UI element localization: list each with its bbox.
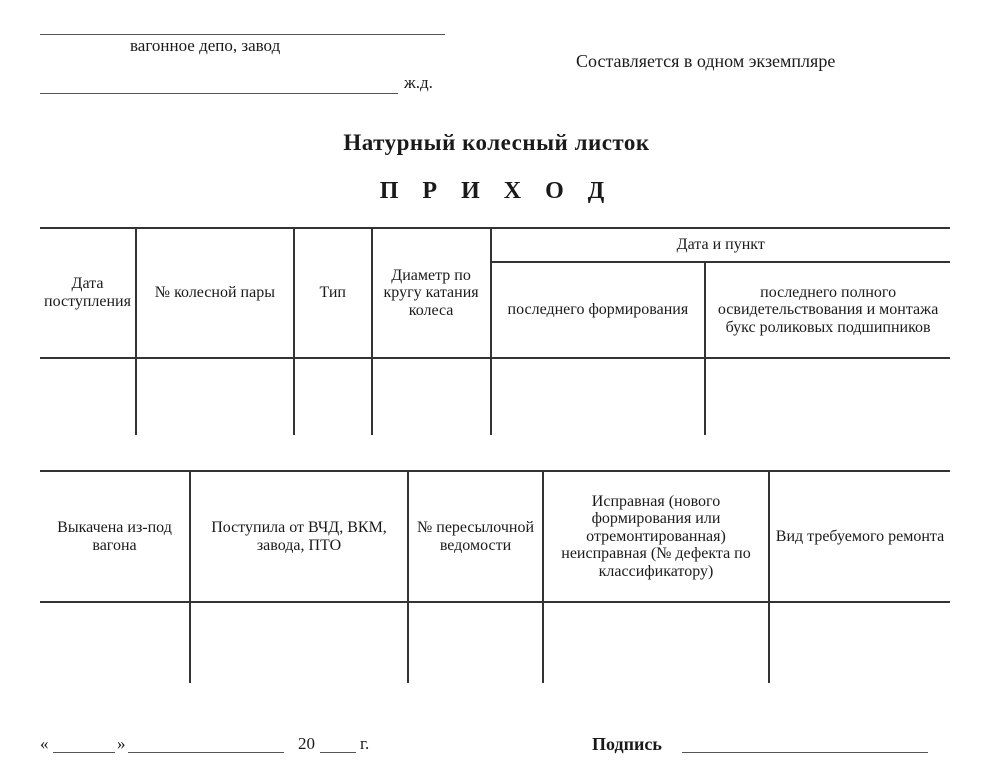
table1-cell[interactable] xyxy=(136,357,294,435)
table1 xyxy=(40,229,950,435)
document-subtitle: П Р И Х О Д xyxy=(379,178,614,204)
table2-cell[interactable] xyxy=(190,601,408,683)
depot-label: вагонное депо, завод xyxy=(130,36,281,55)
day-underline[interactable] xyxy=(53,752,115,753)
railway-label: ж.д. xyxy=(404,73,433,92)
col-wheelset-number: № колесной пары xyxy=(136,229,294,357)
table2-entry-row xyxy=(40,601,950,683)
col-shipping-sheet: № пересылочной ведомости xyxy=(408,472,543,601)
col-condition: Исправная (нового формирования или отремонтированная) неисправная (№ дефекта по классификатору) xyxy=(543,472,769,601)
col-rolled-out: Выкачена из-под вагона xyxy=(40,472,190,601)
col-repair-type: Вид требуемого ремонта xyxy=(769,472,950,601)
col-date-place-group: Дата и пункт xyxy=(491,229,951,262)
table2-cell[interactable] xyxy=(40,601,190,683)
date-close-quote: » xyxy=(117,734,126,753)
col-date-received: Дата поступления xyxy=(40,229,136,357)
year-underline[interactable] xyxy=(320,752,356,753)
table1-cell[interactable] xyxy=(294,357,372,435)
document-title: Натурный колесный листок xyxy=(343,130,650,155)
col-received-from: Поступила от ВЧД, ВКМ, завода, ПТО xyxy=(190,472,408,601)
railway-underline xyxy=(40,93,398,94)
year-suffix: г. xyxy=(360,734,370,753)
month-underline[interactable] xyxy=(128,752,284,753)
table1-cell[interactable] xyxy=(705,357,950,435)
table2-cell[interactable] xyxy=(408,601,543,683)
table1-entry-row xyxy=(40,357,950,435)
table1-cell[interactable] xyxy=(372,357,491,435)
col-last-formation: последнего формирования xyxy=(491,262,706,357)
year-prefix: 20 xyxy=(298,734,315,753)
depot-underline xyxy=(40,34,445,35)
col-type: Тип xyxy=(294,229,372,357)
table2 xyxy=(40,472,950,683)
signature-underline[interactable] xyxy=(682,752,928,753)
table2-cell[interactable] xyxy=(543,601,769,683)
date-open-quote: « xyxy=(40,734,49,753)
copies-note: Составляется в одном экземпляре xyxy=(576,51,836,71)
table1-cell[interactable] xyxy=(491,357,706,435)
table2-cell[interactable] xyxy=(769,601,950,683)
col-diameter: Диаметр по кругу катания колеса xyxy=(372,229,491,357)
table1-cell[interactable] xyxy=(40,357,136,435)
signature-label: Подпись xyxy=(592,734,662,754)
col-last-inspection: последнего полного освидетельствования и монтажа букс роликовых подшипников xyxy=(705,262,950,357)
